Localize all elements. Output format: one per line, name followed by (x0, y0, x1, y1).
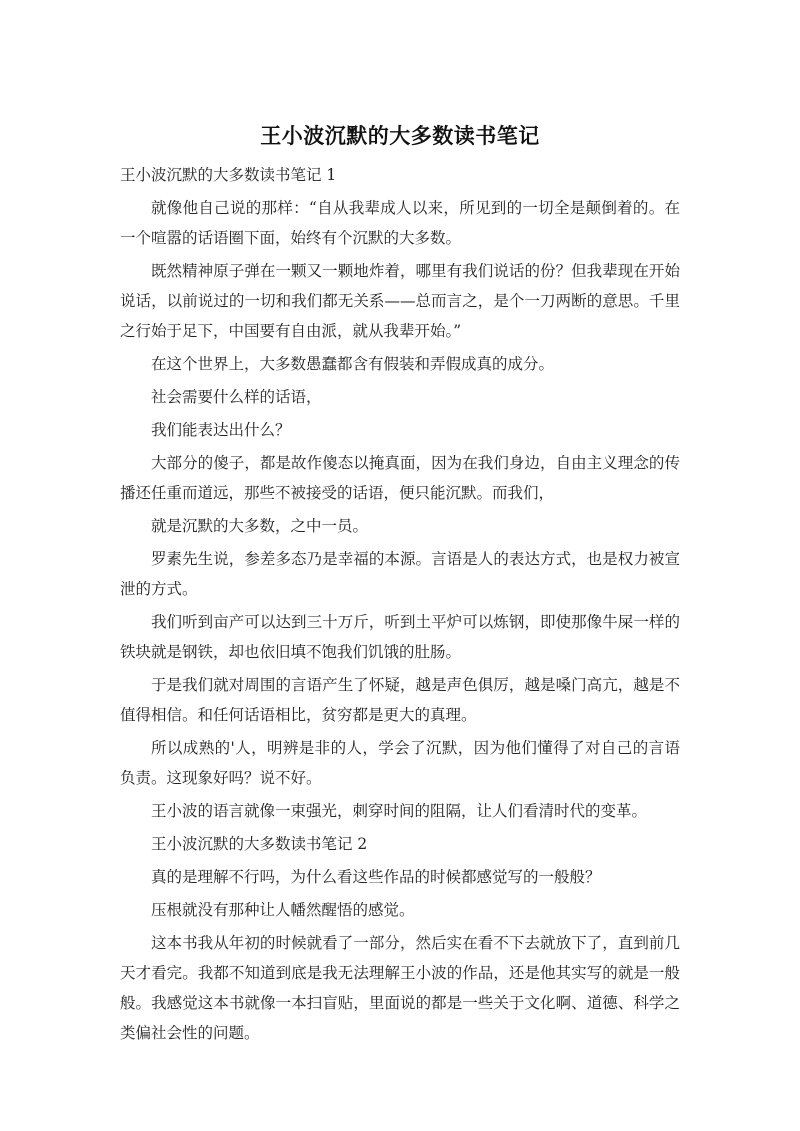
paragraph: 王小波沉默的大多数读书笔记 1 (120, 166, 337, 184)
document-body (120, 160, 680, 1051)
paragraph: 我们听到亩产可以达到三十万斤，听到土平炉可以炼钢，即使那像牛屎一样的铁块就是钢铁，却也依旧填不饱我们饥饿的肚肠。 (120, 613, 680, 661)
paragraph: 大部分的傻子，都是故作傻态以掩真面，因为在我们身边，自由主义理念的传播还任重而道远，那些不被接受的话语，便只能沉默。而我们， (120, 454, 680, 502)
paragraph: 王小波沉默的大多数读书笔记 2 (151, 835, 368, 853)
paragraph: 就像他自己说的那样：“自从我辈成人以来，所见到的一切全是颠倒着的。在一个喧嚣的话语圈下面，始终有个沉默的大多数。 (120, 199, 680, 247)
paragraph: 就是沉默的大多数，之中一员。 (151, 517, 369, 535)
paragraph: 于是我们就对周围的言语产生了怀疑，越是声色俱厉，越是嗓门高亢，越是不值得相信。和任何话语相比，贫穷都是更大的真理。 (120, 676, 680, 724)
paragraph: 在这个世界上，大多数愚蠢都含有假装和弄假成真的成分。 (151, 355, 555, 373)
document-title: 王小波沉默的大多数读书笔记 (260, 124, 540, 148)
paragraph: 所以成熟的'人，明辨是非的人，学会了沉默，因为他们懂得了对自己的言语负责。这现象好吗？说不好。 (120, 739, 680, 787)
paragraph: 压根就没有那种让人幡然醒悟的感觉。 (151, 901, 415, 919)
paragraph: 社会需要什么样的话语， (151, 388, 322, 406)
paragraph: 这本书我从年初的时候就看了一部分，然后实在看不下去就放下了，直到前几天才看完。我都不知道到底是我无法理解王小波的作品，还是他其实写的就是一般般。我感觉这本书就像一本扫盲贴，里面说的都是一些关于文化啊、道德、科学之类偏社会性的问题。 (120, 934, 680, 1042)
paragraph: 王小波的语言就像一束强光，刺穿时间的阻隔，让人们看清时代的变革。 (151, 802, 648, 820)
paragraph: 真的是理解不行吗，为什么看这些作品的时候都感觉写的一般般？ (151, 868, 601, 886)
paragraph: 罗素先生说，参差多态乃是幸福的本源。言语是人的表达方式，也是权力被宣泄的方式。 (120, 550, 680, 598)
paragraph: 我们能表达出什么？ (151, 421, 291, 439)
paragraph: 既然精神原子弹在一颗又一颗地炸着，哪里有我们说话的份？但我辈现在开始说话，以前说过的一切和我们都无关系——总而言之，是个一刀两断的意思。千里之行始于足下，中国要有自由派，就从我辈开始。” (120, 262, 680, 340)
